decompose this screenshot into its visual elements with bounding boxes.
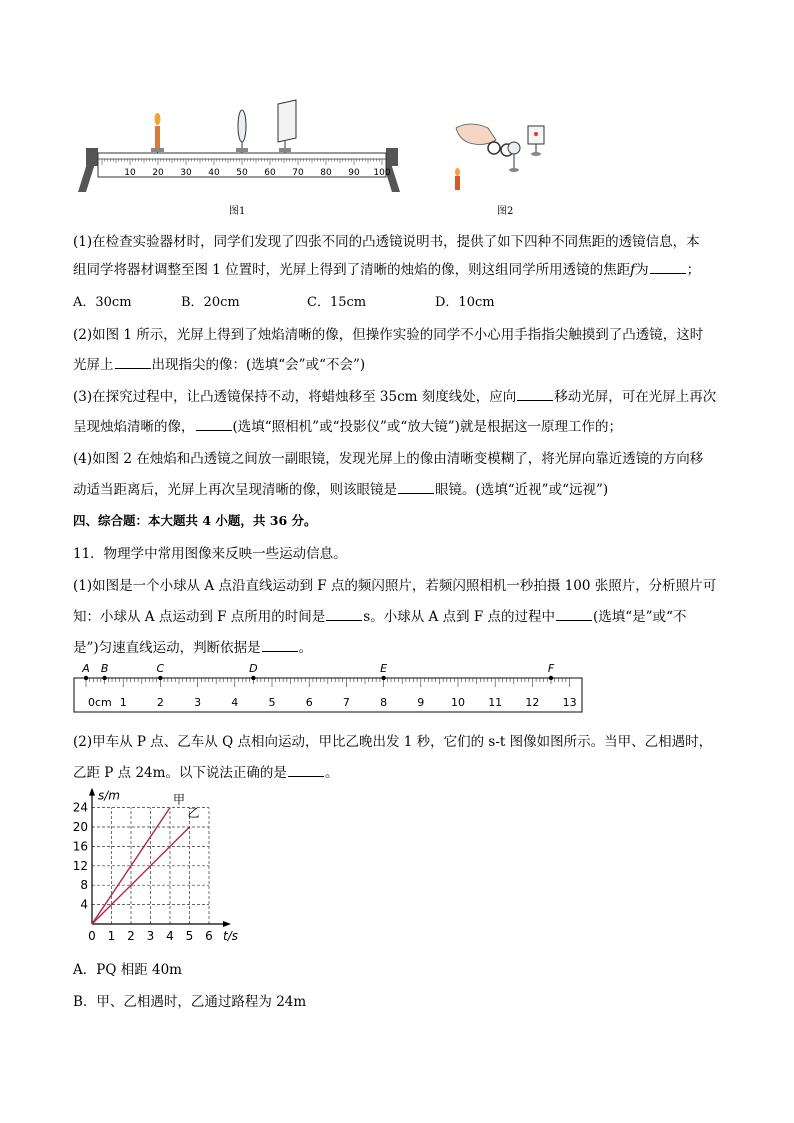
bench-tick-label: 40 <box>208 168 220 178</box>
figure-1-caption: 图1 <box>229 206 246 217</box>
ruler-number: 2 <box>156 696 164 709</box>
ruler-number: 11 <box>488 696 503 709</box>
ruler-number: 8 <box>380 696 388 709</box>
option-a: A．30cm <box>73 295 132 310</box>
q11-p1-line-2 <box>73 605 686 625</box>
x-tick-label: 4 <box>166 929 174 943</box>
q11-text-5: 。 <box>298 640 313 656</box>
lens-holder-icon <box>508 142 520 172</box>
ruler-number: 10 <box>451 696 465 709</box>
convex-lens-icon <box>236 110 248 153</box>
light-screen-icon <box>278 100 296 153</box>
candle-icon <box>151 113 164 153</box>
q2-text-1: 光屏上 <box>73 357 114 373</box>
series-line <box>92 827 190 924</box>
option-a-text: A．PQ 相距 40m <box>73 962 182 978</box>
q4-text-2: 眼镜。(选填“近视”或“远视”) <box>435 482 609 498</box>
candle-icon <box>455 168 460 190</box>
q3-text-3: 呈现烛焰清晰的像， <box>73 419 195 435</box>
ruler-point-label: B <box>100 662 109 675</box>
q11-text-6: 乙距 P 点 24m。以下说法正确的是 <box>73 765 287 781</box>
q3-line-2 <box>73 415 622 435</box>
x-tick-label: 3 <box>146 929 155 943</box>
figure-2-eyeglasses-experiment <box>450 118 560 196</box>
ruler-number: 13 <box>562 696 577 709</box>
ruler-point-label: E <box>380 662 388 675</box>
q3-text-1: (3)在探究过程中，让凸透镜保持不动，将蜡烛移至 35cm 刻度线处，应向 <box>73 389 517 405</box>
q4-text-1: 动适当距离后，光屏上再次呈现清晰的像，则该眼镜是 <box>73 482 397 498</box>
q3-line-1 <box>73 385 716 405</box>
ruler-point-label: C <box>156 662 165 675</box>
ruler-number: 1 <box>119 696 127 709</box>
ruler-number: 7 <box>342 696 350 709</box>
x-axis-label: t/s <box>223 929 238 943</box>
figure-1-optical-bench <box>70 96 400 196</box>
bench-right-clamp <box>386 148 398 166</box>
section-heading: 四、综合题：本大题共 4 小题，共 36 分。 <box>73 513 317 528</box>
bench-tick-label: 30 <box>180 168 192 178</box>
y-tick-label: 8 <box>80 878 88 893</box>
q4-line-1: (4)如图 2 在烛焰和凸透镜之间放一副眼镜，发现光屏上的像由清晰变模糊了，将光屏向靠近透镜的方向移 <box>73 451 704 467</box>
bench-tick-label: 60 <box>264 168 276 178</box>
q1-text-3: ； <box>686 262 701 278</box>
x-tick-label: 6 <box>205 929 213 943</box>
q1-line-2 <box>73 258 700 278</box>
bench-tick-label: 20 <box>152 168 164 178</box>
ruler-point-dot <box>381 676 385 680</box>
q2-text-2: 出现指尖的像：(选填“会”或“不会”) <box>151 357 366 373</box>
q3-text-2: 移动光屏，可在光屏上再次 <box>554 389 717 405</box>
q11-text-4: 是”)匀速直线运动，判断依据是 <box>73 640 261 656</box>
bench-left-clamp <box>86 148 98 166</box>
y-axis-arrow <box>89 788 95 796</box>
answer-blank[interactable] <box>262 639 298 652</box>
q1-text-2: 为 <box>635 262 649 278</box>
ruler-point-dot <box>158 676 162 680</box>
ruler-number: 3 <box>194 696 202 709</box>
q2-line-2 <box>73 353 365 373</box>
x-tick-label: 2 <box>127 929 135 943</box>
q4-line-2 <box>73 478 608 498</box>
figure-2-caption: 图2 <box>497 206 514 217</box>
q1-text: 组同学将器材调整至图 1 位置时，光屏上得到了清晰的烛焰的像，则这组同学所用透镜的焦距 <box>73 262 631 278</box>
bench-tick-label: 50 <box>236 168 248 178</box>
x-tick-label: 5 <box>185 929 194 943</box>
answer-blank[interactable] <box>517 388 553 401</box>
ruler-point-label: A <box>82 662 90 675</box>
q11-text-1: 知：小球从 A 点运动到 F 点所用的时间是 <box>73 609 326 625</box>
q11-text-2: s。小球从 A 点到 F 点的过程中 <box>363 609 555 625</box>
answer-blank[interactable] <box>115 356 151 369</box>
ruler-point-dot <box>251 676 255 680</box>
y-tick-label: 12 <box>72 858 88 873</box>
x-tick-label: 0 <box>88 929 96 943</box>
x-axis-arrow <box>223 921 231 927</box>
hand-icon <box>456 124 496 145</box>
y-tick-label: 20 <box>72 820 88 834</box>
ruler-point-dot <box>84 676 88 680</box>
q11-text-3: (选填“是”或“不 <box>593 609 687 625</box>
st-graph <box>70 786 245 946</box>
ruler-number: 4 <box>231 696 239 709</box>
flash-photo-ruler <box>70 660 590 716</box>
y-axis-label: s/m <box>98 788 120 803</box>
q11-p2-line-2 <box>73 761 338 781</box>
x-tick-label: 1 <box>107 929 116 943</box>
q1-line-1: (1)在检查实验器材时，同学们发现了四张不同的凸透镜说明书，提供了如下四种不同焦距的透镜信息，本 <box>73 234 700 250</box>
answer-blank[interactable] <box>650 261 686 274</box>
bench-tick-label: 70 <box>292 168 304 178</box>
bench-tick-label: 10 <box>124 168 136 178</box>
answer-blank[interactable] <box>556 608 592 621</box>
q11-p2-line-1: (2)甲车从 P 点、乙车从 Q 点相向运动，甲比乙晚出发 1 秒，它们的 s-t 图像如图所示。当甲、乙相遇时， <box>73 734 713 750</box>
ruler-number: 12 <box>525 696 540 709</box>
bench-tick-label: 80 <box>320 168 332 178</box>
answer-blank[interactable] <box>326 608 362 621</box>
option-c: C．15cm <box>307 295 367 310</box>
y-tick-label: 24 <box>72 800 88 815</box>
y-tick-label: 16 <box>72 839 88 854</box>
q11-title: 11．物理学中常用图像来反映一些运动信息。 <box>73 546 347 562</box>
answer-blank[interactable] <box>398 481 434 494</box>
series-label: 甲 <box>173 792 186 807</box>
option-d: D．10cm <box>435 295 495 310</box>
focal-symbol: f <box>630 262 636 278</box>
ruler-number: 5 <box>268 696 276 709</box>
ruler-point-dot <box>549 676 553 680</box>
q11-text-7: 。 <box>324 765 339 781</box>
bench-tick-label: 100 <box>373 168 391 178</box>
ruler-number: 6 <box>305 696 313 709</box>
answer-blank[interactable] <box>288 764 324 777</box>
q3-text-4: (选填“照相机”或“投影仪”或“放大镜”)就是根据这一原理工作的； <box>232 419 622 435</box>
answer-blank[interactable] <box>196 418 232 431</box>
q11-p1-line-1: (1)如图是一个小球从 A 点沿直线运动到 F 点的频闪照片，若频闪照相机一秒拍摄 100 张照片，分析照片可 <box>73 578 717 594</box>
q11-p1-line-3 <box>73 636 312 656</box>
option-b: B．20cm <box>181 295 240 310</box>
q2-line-1: (2)如图 1 所示，光屏上得到了烛焰清晰的像，但操作实验的同学不小心用手指指尖触摸到了凸透镜，这时 <box>73 327 704 343</box>
ruler-point-label: D <box>249 662 258 675</box>
ruler-number: 9 <box>417 696 425 709</box>
ruler-number: 0cm <box>88 696 112 709</box>
ruler-point-label: F <box>547 662 555 675</box>
screen-holder-icon <box>528 126 544 156</box>
y-tick-label: 4 <box>80 897 88 912</box>
option-b-text: B．甲、乙相遇时，乙通过路程为 24m <box>73 994 307 1010</box>
bench-tick-label: 90 <box>348 168 360 178</box>
series-label: 乙 <box>187 806 200 820</box>
ruler-point-dot <box>102 676 106 680</box>
